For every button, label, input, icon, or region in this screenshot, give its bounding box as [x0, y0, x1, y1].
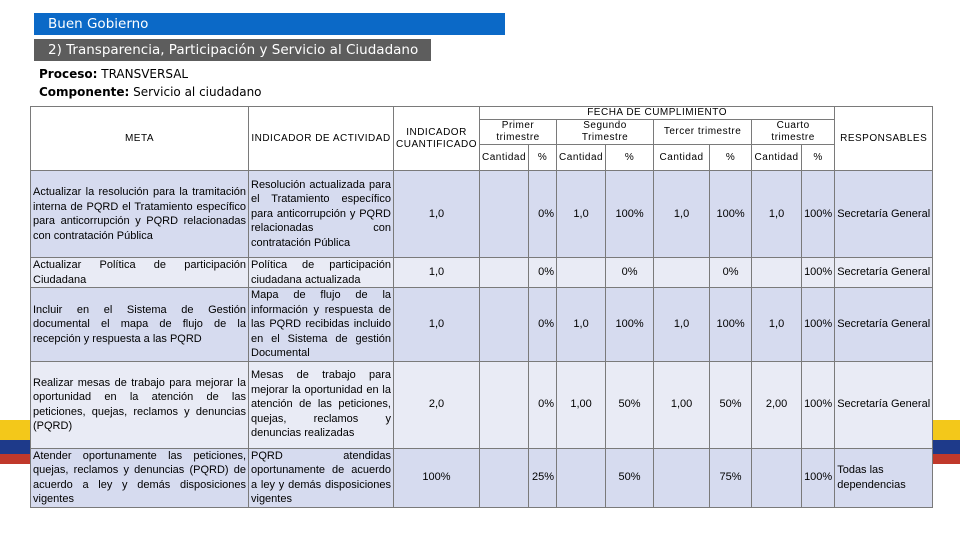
header-cantidad: Cantidad [480, 145, 529, 171]
indicador-cell: PQRD atendidas oportunamente de acuerdo a ley y demás disposiciones vigentes [249, 448, 394, 507]
indicador-cell: Política de participación ciudadana actualizada [249, 258, 394, 288]
q4-cantidad-cell: 1,0 [752, 171, 802, 258]
q2-pct-cell: 50% [606, 448, 654, 507]
header-pct: % [802, 145, 835, 171]
q1-pct-cell: 25% [529, 448, 557, 507]
q3-cantidad-cell: 1,0 [654, 171, 710, 258]
section-title-bar [34, 13, 505, 35]
q1-cantidad-cell [480, 361, 529, 448]
q2-pct-cell: 100% [606, 171, 654, 258]
cuantificado-cell: 1,0 [394, 171, 480, 258]
process-line [39, 67, 188, 81]
q4-pct-cell: 100% [802, 361, 835, 448]
q3-cantidad-cell: 1,00 [654, 361, 710, 448]
q1-cantidad-cell [480, 448, 529, 507]
q4-cantidad-cell: 1,0 [752, 288, 802, 362]
table-row [31, 288, 933, 362]
indicador-cell: Mapa de flujo de la información y respuesta de las PQRD recibidas incluido en el Sistema de gestión Documental [249, 288, 394, 362]
q1-cantidad-cell [480, 288, 529, 362]
q2-pct-cell: 100% [606, 288, 654, 362]
component-value: Servicio al ciudadano [133, 85, 262, 99]
q3-pct-cell: 50% [710, 361, 752, 448]
q1-cantidad-cell [480, 258, 529, 288]
header-q1: Primer trimestre [480, 120, 557, 145]
responsable-cell: Secretaría General [835, 361, 933, 448]
section-subtitle: 2) Transparencia, Participación y Servicio al Ciudadano [48, 42, 419, 58]
q4-cantidad-cell [752, 448, 802, 507]
q4-pct-cell: 100% [802, 258, 835, 288]
cuantificado-cell: 1,0 [394, 258, 480, 288]
q2-cantidad-cell [557, 258, 606, 288]
cuantificado-cell: 100% [394, 448, 480, 507]
responsable-cell: Secretaría General [835, 171, 933, 258]
header-fecha-cumplimiento: FECHA DE CUMPLIMIENTO [480, 107, 835, 120]
decorative-band-red [0, 454, 30, 464]
q4-pct-cell: 100% [802, 171, 835, 258]
header-q4: Cuarto trimestre [752, 120, 835, 145]
header-indicador-cuantificado: INDICADOR CUANTIFICADO [394, 107, 480, 171]
q2-pct-cell: 0% [606, 258, 654, 288]
responsable-cell: Secretaría General [835, 258, 933, 288]
q3-pct-cell: 100% [710, 171, 752, 258]
header-pct: % [606, 145, 654, 171]
header-meta: META [31, 107, 249, 171]
responsable-cell: Todas las dependencias [835, 448, 933, 507]
header-pct: % [710, 145, 752, 171]
header-cantidad: Cantidad [654, 145, 710, 171]
process-value: TRANSVERSAL [101, 67, 189, 81]
q2-cantidad-cell: 1,00 [557, 361, 606, 448]
q2-cantidad-cell: 1,0 [557, 288, 606, 362]
plan-table [30, 106, 933, 508]
q1-pct-cell: 0% [529, 171, 557, 258]
table-row [31, 361, 933, 448]
section-title: Buen Gobierno [48, 16, 149, 32]
q3-cantidad-cell [654, 258, 710, 288]
component-line [39, 85, 262, 99]
process-label: Proceso: [39, 67, 98, 81]
table-row [31, 258, 933, 288]
q1-pct-cell: 0% [529, 258, 557, 288]
table-row [31, 171, 933, 258]
cuantificado-cell: 1,0 [394, 288, 480, 362]
meta-cell: Actualizar la resolución para la tramitación interna de PQRD el Tratamiento específico para anticorrupción y PQRD relacionadas con contratación Pública [31, 171, 249, 258]
q1-cantidad-cell [480, 171, 529, 258]
header-pct: % [529, 145, 557, 171]
responsable-cell: Secretaría General [835, 288, 933, 362]
q4-pct-cell: 100% [802, 448, 835, 507]
q4-cantidad-cell [752, 258, 802, 288]
meta-cell: Incluir en el Sistema de Gestión documental el mapa de flujo de la recepción y respuesta a las PQRD [31, 288, 249, 362]
decorative-band-blue [0, 440, 30, 454]
q2-cantidad-cell: 1,0 [557, 171, 606, 258]
q3-cantidad-cell: 1,0 [654, 288, 710, 362]
meta-cell: Atender oportunamente las peticiones, quejas, reclamos y denuncias (PQRD) de acuerdo a ley y demás disposiciones vigentes [31, 448, 249, 507]
q1-pct-cell: 0% [529, 361, 557, 448]
q3-pct-cell: 0% [710, 258, 752, 288]
indicador-cell: Resolución actualizada para el Tratamiento específico para anticorrupción y PQRD relacionadas con contratación Pública [249, 171, 394, 258]
header-cantidad: Cantidad [752, 145, 802, 171]
meta-cell: Realizar mesas de trabajo para mejorar la oportunidad en la atención de las peticiones, quejas, reclamos y denuncias (PQRD) [31, 361, 249, 448]
header-q3: Tercer trimestre [654, 120, 752, 145]
q1-pct-cell: 0% [529, 288, 557, 362]
q3-pct-cell: 100% [710, 288, 752, 362]
header-q2: Segundo Trimestre [557, 120, 654, 145]
indicador-cell: Mesas de trabajo para mejorar la oportunidad en la atención de las peticiones, quejas, reclamos y denuncias realizadas [249, 361, 394, 448]
component-label: Componente: [39, 85, 130, 99]
q4-cantidad-cell: 2,00 [752, 361, 802, 448]
cuantificado-cell: 2,0 [394, 361, 480, 448]
header-indicador-actividad: INDICADOR DE ACTIVIDAD [249, 107, 394, 171]
header-cantidad: Cantidad [557, 145, 606, 171]
q2-pct-cell: 50% [606, 361, 654, 448]
q3-cantidad-cell [654, 448, 710, 507]
q4-pct-cell: 100% [802, 288, 835, 362]
meta-cell: Actualizar Política de participación Ciudadana [31, 258, 249, 288]
table-row [31, 448, 933, 507]
section-subtitle-bar [34, 39, 431, 61]
q2-cantidad-cell [557, 448, 606, 507]
decorative-band-yellow [0, 420, 30, 440]
q3-pct-cell: 75% [710, 448, 752, 507]
header-responsables: RESPONSABLES [835, 107, 933, 171]
